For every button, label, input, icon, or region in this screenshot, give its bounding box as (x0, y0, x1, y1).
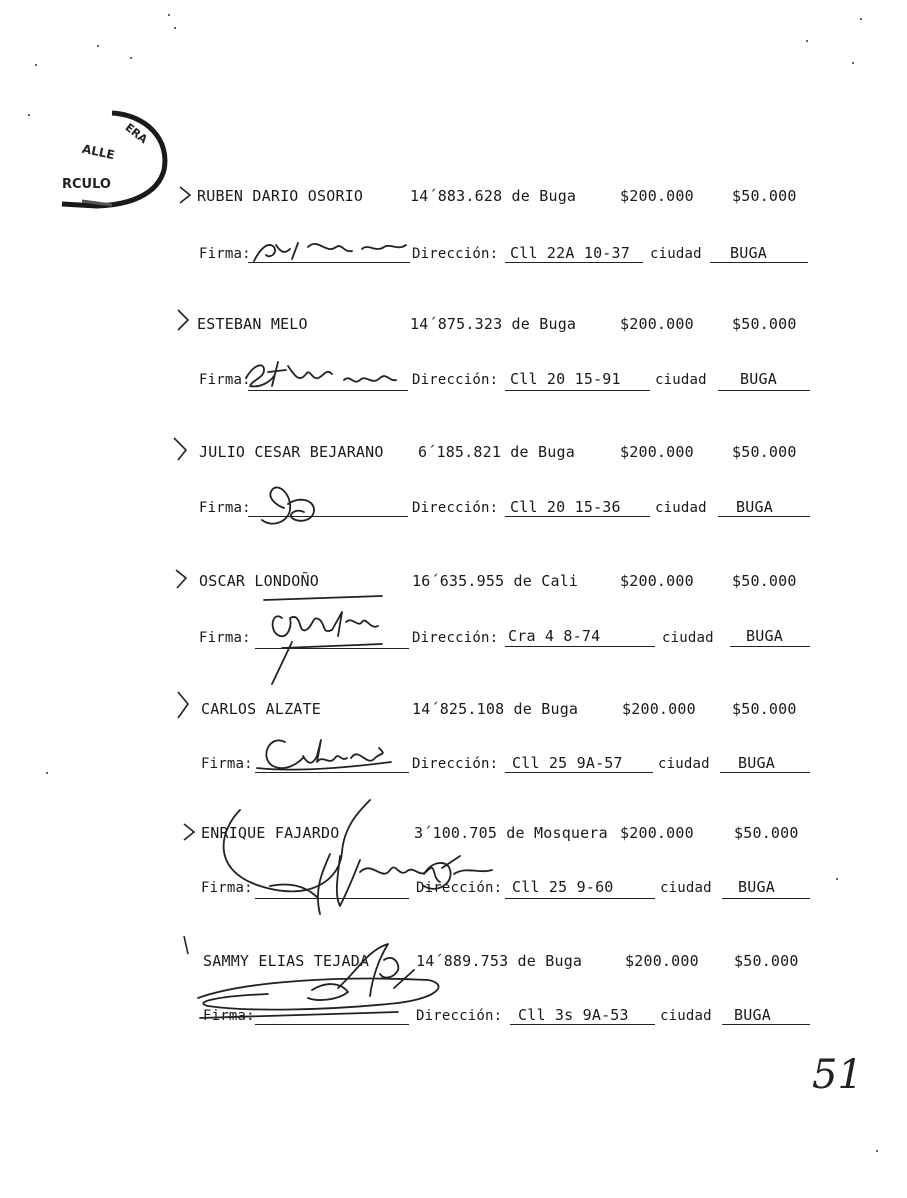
direccion-value: Cll 25 9A-57 (512, 754, 623, 772)
direccion-line (505, 262, 643, 263)
ciudad-label: ciudad (650, 246, 702, 262)
entry-amount-1: $200.000 (620, 572, 694, 590)
entry-id: 14´883.628 de Buga (410, 187, 577, 205)
ciudad-label: ciudad (660, 1008, 712, 1024)
direccion-value: Cra 4 8-74 (508, 627, 601, 645)
scan-speck (46, 772, 48, 774)
ciudad-line (718, 516, 810, 517)
direccion-label: Dirección: (416, 1008, 503, 1024)
entry-amount-2: $50.000 (732, 443, 797, 461)
entry-amount-2: $50.000 (732, 572, 797, 590)
entry-name: ESTEBAN MELO (197, 315, 308, 333)
ciudad-value: BUGA (740, 370, 777, 388)
direccion-value: Cll 20 15-36 (510, 498, 621, 516)
entry-id: 14´875.323 de Buga (410, 315, 577, 333)
direccion-label: Dirección: (412, 372, 499, 388)
entry-amount-2: $50.000 (732, 187, 797, 205)
entry-id: 6´185.821 de Buga (418, 443, 575, 461)
direccion-line (505, 898, 655, 899)
direccion-value: Cll 3s 9A-53 (518, 1006, 629, 1024)
ciudad-line (720, 772, 810, 773)
direccion-value: Cll 22A 10-37 (510, 244, 630, 262)
ciudad-label: ciudad (655, 372, 707, 388)
entry-name: JULIO CESAR BEJARANO (199, 443, 384, 461)
entry-amount-2: $50.000 (734, 824, 799, 842)
entry-name: SAMMY ELIAS TEJADA (203, 952, 370, 970)
stamp-text-1: ERA (122, 120, 150, 147)
page-number: 51 (812, 1052, 863, 1098)
ciudad-label: ciudad (660, 880, 712, 896)
partial-stamp (52, 105, 182, 215)
scan-speck (97, 45, 99, 47)
ciudad-label: ciudad (655, 500, 707, 516)
ciudad-label: ciudad (658, 756, 710, 772)
direccion-line (505, 646, 655, 647)
entry-id: 16´635.955 de Cali (412, 572, 579, 590)
scan-speck (28, 114, 30, 116)
signature-4 (262, 592, 392, 688)
entry-amount-1: $200.000 (620, 187, 694, 205)
scan-speck (836, 878, 838, 880)
scan-speck (860, 18, 862, 20)
ciudad-line (710, 262, 808, 263)
direccion-line (505, 772, 653, 773)
check-tick-icon (172, 436, 188, 462)
direccion-label: Dirección: (416, 880, 503, 896)
check-tick-icon (176, 308, 190, 332)
entry-name: OSCAR LONDOÑO (199, 572, 319, 590)
entry-name: RUBEN DARIO OSORIO (197, 187, 364, 205)
ciudad-value: BUGA (738, 878, 775, 896)
entry-amount-2: $50.000 (732, 700, 797, 718)
ciudad-label: ciudad (662, 630, 714, 646)
ciudad-value: BUGA (734, 1006, 771, 1024)
firma-label: Firma: (199, 630, 251, 646)
scan-speck (876, 1150, 878, 1152)
scan-speck (806, 40, 808, 42)
direccion-label: Dirección: (412, 246, 499, 262)
check-tick-icon (178, 185, 192, 205)
signature-2 (240, 352, 410, 394)
signature-6 (210, 790, 503, 930)
firma-label: Firma: (201, 880, 253, 896)
entry-name: ENRIQUE FAJARDO (201, 824, 340, 842)
signature-5 (255, 728, 395, 776)
direccion-value: Cll 25 9-60 (512, 878, 614, 896)
scan-speck (852, 62, 854, 64)
ciudad-line (722, 1024, 810, 1025)
entry-amount-2: $50.000 (732, 315, 797, 333)
entry-amount-2: $50.000 (734, 952, 799, 970)
scan-speck (35, 64, 37, 66)
direccion-line (505, 390, 650, 391)
ciudad-line (722, 898, 810, 899)
check-tick-icon (182, 822, 196, 842)
ciudad-line (730, 646, 810, 647)
ciudad-value: BUGA (736, 498, 773, 516)
direccion-label: Dirección: (412, 756, 499, 772)
stamp-arc-icon (52, 105, 182, 215)
ciudad-value: BUGA (738, 754, 775, 772)
direccion-label: Dirección: (412, 500, 499, 516)
direccion-line (510, 1024, 655, 1025)
firma-label: Firma: (199, 246, 251, 262)
firma-label: Firma: (199, 372, 251, 388)
entry-amount-1: $200.000 (620, 824, 694, 842)
entry-id: 14´825.108 de Buga (412, 700, 579, 718)
direccion-line (505, 516, 650, 517)
signature-3 (248, 470, 338, 530)
entry-amount-1: $200.000 (620, 315, 694, 333)
direccion-value: Cll 20 15-91 (510, 370, 621, 388)
ciudad-value: BUGA (746, 627, 783, 645)
firma-line (255, 1024, 409, 1025)
entry-amount-1: $200.000 (620, 443, 694, 461)
entry-name: CARLOS ALZATE (201, 700, 321, 718)
stamp-text-2: ALLE (80, 141, 116, 163)
scan-speck (174, 27, 176, 29)
entry-id: 14´889.753 de Buga (416, 952, 583, 970)
entry-amount-1: $200.000 (622, 700, 696, 718)
firma-label: Firma: (201, 756, 253, 772)
scan-speck (130, 57, 132, 59)
scan-speck (168, 14, 170, 16)
check-tick-icon (174, 690, 190, 720)
ciudad-line (718, 390, 810, 391)
stamp-text-3: RCULO (62, 177, 111, 192)
entry-id: 3´100.705 de Mosquera (414, 824, 608, 842)
direccion-label: Dirección: (412, 630, 499, 646)
signature-1 (248, 225, 413, 267)
firma-label: Firma: (199, 500, 251, 516)
entry-amount-1: $200.000 (625, 952, 699, 970)
check-tick-icon (174, 568, 188, 590)
ciudad-value: BUGA (730, 244, 767, 262)
firma-label: Firma: (203, 1008, 255, 1024)
